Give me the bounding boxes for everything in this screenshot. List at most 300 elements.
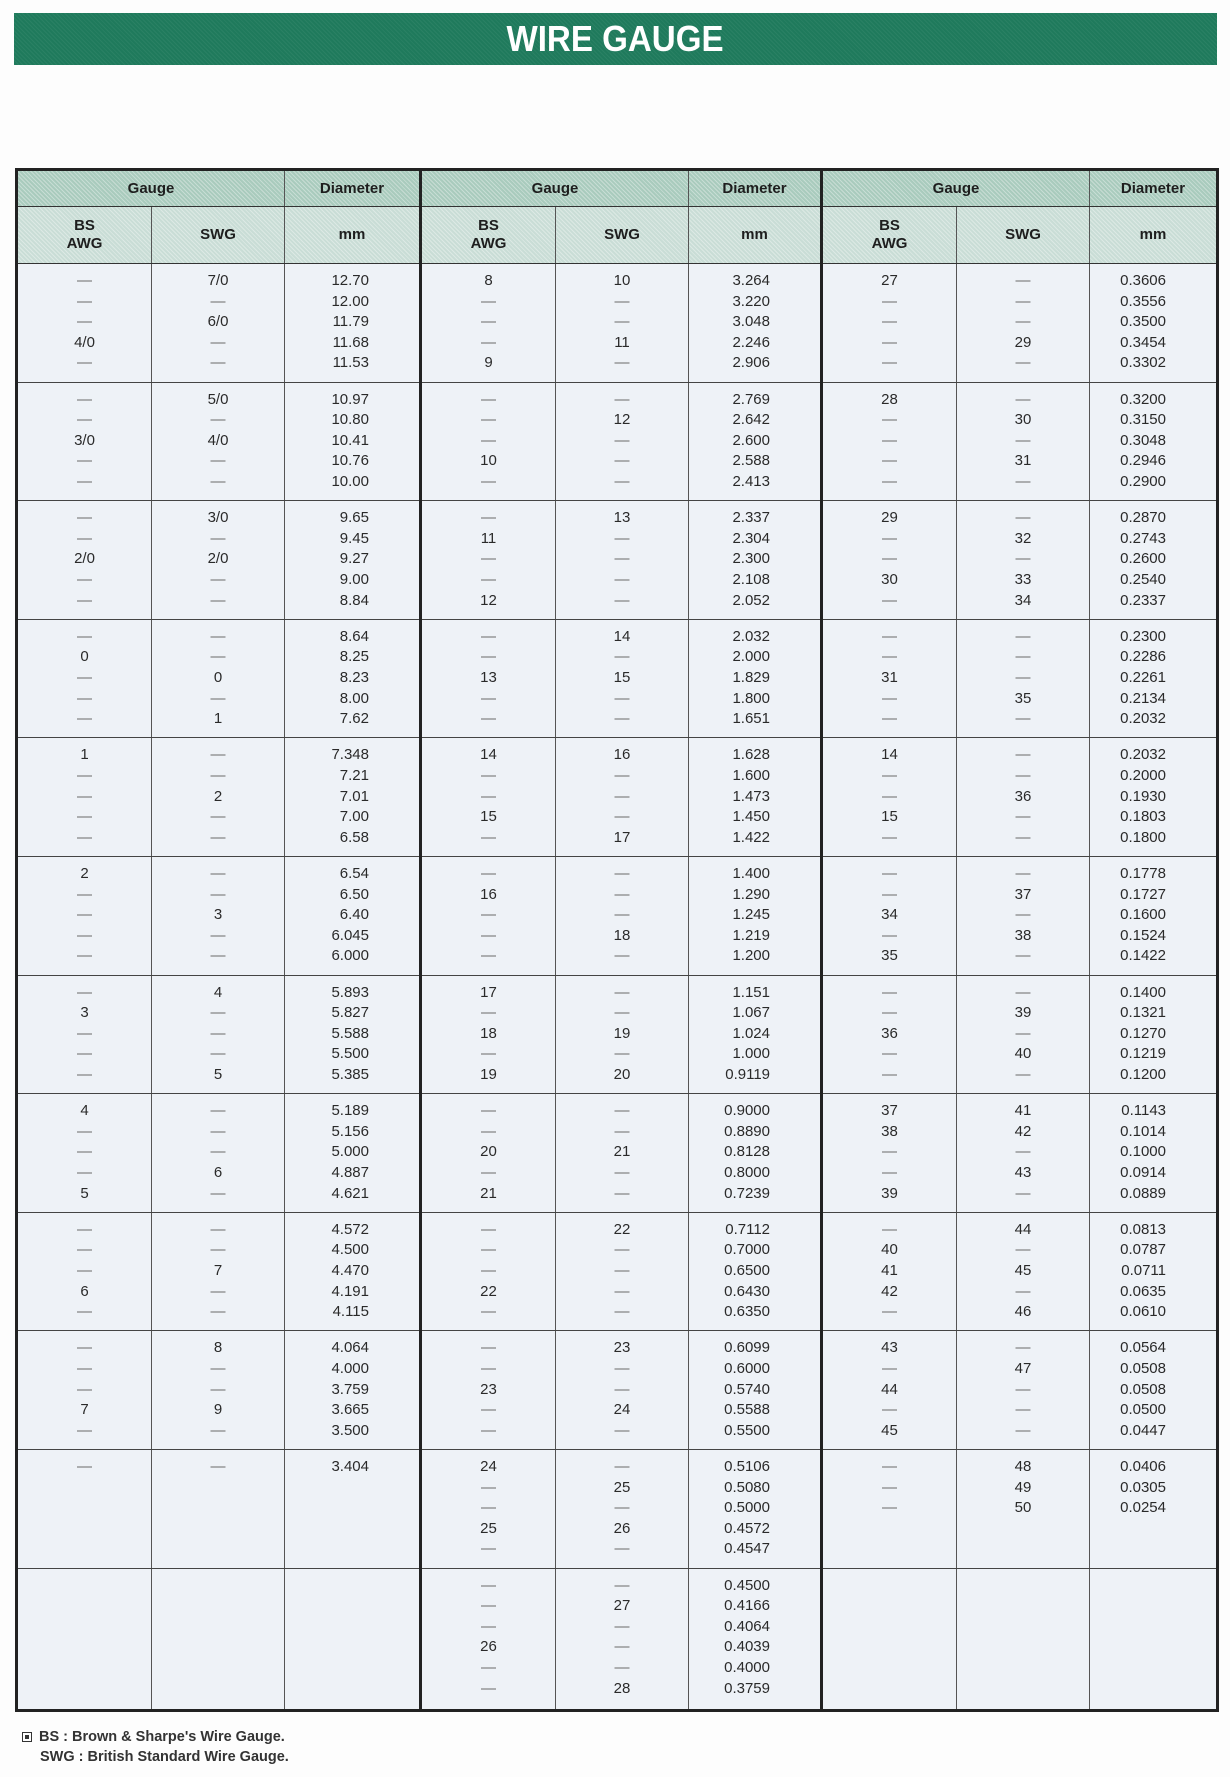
table-cell-value: — <box>882 787 897 805</box>
table-cell-value: — <box>77 390 92 408</box>
table-cell-value: — <box>481 1499 496 1517</box>
table-cell-value: 2.600 <box>732 431 770 449</box>
table-cell-value: — <box>210 828 226 846</box>
swg-cell <box>555 1094 688 1212</box>
table-cell-value: — <box>77 1457 92 1475</box>
table-cell-value: 0.3759 <box>724 1679 770 1697</box>
table-cell-value: — <box>77 509 92 527</box>
table-cell-value: 47 <box>1014 1359 1032 1377</box>
table-cell-value: 0.1524 <box>1120 926 1166 944</box>
table-cell-value: — <box>210 1457 226 1475</box>
swg-cell <box>151 620 284 738</box>
table-cell-value: — <box>614 591 630 609</box>
table-cell-value: — <box>77 529 92 547</box>
table-cell-value: 0.1014 <box>1120 1122 1166 1140</box>
table-cell-value: 3.264 <box>732 272 770 289</box>
table-cell-value: — <box>77 313 92 331</box>
table-row-group <box>18 857 419 976</box>
diameter-cell <box>688 1331 820 1449</box>
swg-cell <box>151 857 284 975</box>
table-cell-value: 37 <box>881 1102 898 1120</box>
swg-cell <box>151 264 284 382</box>
table-cell-value: — <box>1015 808 1031 826</box>
table-cell-value: 4.621 <box>331 1184 369 1202</box>
table-cell-value: — <box>614 1576 630 1594</box>
table-cell-value: 44 <box>1014 1220 1032 1238</box>
table-row-group <box>18 1094 419 1213</box>
table-cell-value: 26 <box>480 1638 497 1656</box>
table-cell-value: 2.588 <box>732 452 770 470</box>
table-cell-value: 24 <box>613 1401 631 1419</box>
table-cell-value: — <box>614 1638 630 1656</box>
table-cell-value: 0.1000 <box>1120 1143 1166 1161</box>
table-cell-value: — <box>481 648 496 666</box>
bs-awg-cell <box>18 620 151 738</box>
table-cell-value: 19 <box>613 1024 631 1042</box>
legend <box>22 1727 289 1767</box>
table-cell-value: 0.2600 <box>1120 550 1166 568</box>
swg-cell <box>151 976 284 1094</box>
table-cell-value: 18 <box>613 926 631 944</box>
table-cell-value: — <box>1015 1065 1031 1083</box>
table-cell-value: 0.2286 <box>1120 648 1166 666</box>
table-cell-value: — <box>1015 746 1031 764</box>
table-cell-value: 0.0787 <box>1120 1241 1166 1259</box>
table-cell-value: 0.4572 <box>724 1519 770 1537</box>
table-cell-value: — <box>210 472 226 490</box>
table-cell-value: 25 <box>613 1478 631 1496</box>
legend-swg <box>22 1747 289 1767</box>
table-cell-value: 2.000 <box>732 648 770 666</box>
table-cell-value: 33 <box>1014 570 1032 588</box>
bs-awg-cell <box>823 264 956 382</box>
table-cell-value: 39 <box>1014 1004 1032 1022</box>
table-row-group <box>18 1213 419 1332</box>
table-cell-value: 6.54 <box>339 864 369 882</box>
diameter-cell <box>688 1450 820 1568</box>
table-cell-value: 0.4000 <box>724 1658 770 1676</box>
row-groups <box>18 264 419 1709</box>
table-cell-value: 32 <box>1014 529 1032 547</box>
table-cell-value: — <box>614 292 630 310</box>
table-cell-value: — <box>481 926 496 944</box>
table-row-group <box>823 383 1216 502</box>
table-cell-value: — <box>614 864 630 882</box>
table-cell-value: 0.0254 <box>1120 1499 1166 1517</box>
table-cell-value: 30 <box>881 570 898 588</box>
table-cell-value: 0.5000 <box>724 1499 770 1517</box>
diameter-cell <box>1089 857 1216 975</box>
table-cell-value: 0.0564 <box>1120 1339 1166 1357</box>
table-cell-value: — <box>481 1122 496 1140</box>
diameter-cell <box>688 501 820 619</box>
table-cell-value: 50 <box>1014 1499 1032 1517</box>
table-cell-value: 42 <box>1014 1122 1032 1140</box>
table-cell-value: 7.01 <box>339 787 369 805</box>
table-cell-value: 13 <box>613 509 631 527</box>
table-cell-value: 8 <box>484 272 493 289</box>
table-cell-value: 0.6000 <box>724 1359 770 1377</box>
table-cell-value: 3.500 <box>331 1421 369 1439</box>
table-cell-value: 2 <box>80 864 89 882</box>
table-cell-value: — <box>1015 864 1031 882</box>
bs-awg-cell <box>823 976 956 1094</box>
swg-cell <box>151 383 284 501</box>
table-cell-value: — <box>614 1004 630 1022</box>
table-cell-value: — <box>210 648 226 666</box>
table-cell-value: — <box>614 1102 630 1120</box>
table-row-group <box>18 383 419 502</box>
table-cell-value: 5 <box>80 1184 89 1202</box>
table-cell-value: — <box>614 1658 630 1676</box>
table-cell-value: 16 <box>613 746 631 764</box>
table-cell-value: — <box>481 1421 496 1439</box>
table-row-group <box>823 857 1216 976</box>
diameter-cell <box>1089 1331 1216 1449</box>
table-cell-value: 1.219 <box>732 926 770 944</box>
table-cell-value: 0.6350 <box>724 1303 770 1321</box>
table-cell-value: 31 <box>1014 452 1032 470</box>
table-row-group <box>18 738 419 857</box>
table-cell-value: — <box>481 509 496 527</box>
table-cell-value: — <box>882 689 897 707</box>
swg-cell <box>555 1331 688 1449</box>
table-cell-value: 7/0 <box>207 272 229 289</box>
table-cell-value: — <box>882 411 897 429</box>
table-cell-value: 5.500 <box>331 1045 369 1063</box>
table-cell-value: — <box>614 1282 630 1300</box>
swg-cell <box>956 383 1089 501</box>
table-cell-value: 4.887 <box>331 1163 369 1181</box>
table-cell-value: — <box>210 411 226 429</box>
table-cell-value: 29 <box>881 509 898 527</box>
table-cell-value: — <box>481 333 496 351</box>
header-row-top <box>422 171 820 207</box>
table-row-group <box>422 1569 820 1709</box>
bs-awg-cell <box>823 1569 956 1709</box>
table-cell-value: 3.404 <box>331 1457 369 1475</box>
diameter-cell <box>1089 1569 1216 1709</box>
table-cell-value: 2.769 <box>732 390 770 408</box>
table-cell-value: 1.024 <box>732 1024 770 1042</box>
header-mm: mm <box>688 207 820 263</box>
diameter-cell <box>284 620 419 738</box>
table-row-group <box>422 1450 820 1569</box>
table-cell-value: — <box>614 1303 630 1321</box>
diameter-cell <box>1089 1213 1216 1331</box>
bs-awg-cell <box>422 1450 555 1568</box>
bs-awg-cell <box>18 501 151 619</box>
table-cell-value: 1.200 <box>732 947 770 965</box>
header-row-sub <box>422 207 820 264</box>
header-bs-label: BS <box>74 217 95 234</box>
table-cell-value: — <box>77 1421 92 1439</box>
page-title: WIRE GAUGE <box>506 18 725 59</box>
table-cell-value: 4.470 <box>331 1261 369 1279</box>
diameter-cell <box>688 857 820 975</box>
table-cell-value: 20 <box>613 1065 631 1083</box>
table-cell-value: — <box>614 766 630 784</box>
table-cell-value: — <box>210 354 226 372</box>
diameter-cell <box>688 976 820 1094</box>
table-cell-value: — <box>614 452 630 470</box>
bs-awg-cell <box>422 857 555 975</box>
table-cell-value: 0 <box>213 668 223 686</box>
title-bar <box>14 13 1217 65</box>
table-cell-value: — <box>481 411 496 429</box>
header-mm: mm <box>1089 207 1216 263</box>
table-cell-value: 0.2300 <box>1120 627 1166 645</box>
table-cell-value: — <box>77 668 92 686</box>
table-cell-value: — <box>210 1359 226 1377</box>
table-cell-value: 1.151 <box>732 983 770 1001</box>
table-cell-value: 0.3454 <box>1120 333 1166 351</box>
table-cell-value: — <box>614 390 630 408</box>
header-awg-label: AWG <box>66 235 103 252</box>
table-cell-value: — <box>614 787 630 805</box>
header-gauge: Gauge <box>932 179 980 197</box>
table-cell-value: 0.0889 <box>1120 1184 1166 1202</box>
table-cell-value: — <box>882 983 897 1001</box>
table-cell-value: — <box>77 1163 92 1181</box>
table-cell-value: 11.53 <box>332 354 369 372</box>
table-panel-1 <box>18 171 419 1709</box>
swg-cell <box>956 1213 1089 1331</box>
table-cell-value: 15 <box>480 808 497 826</box>
table-row-group <box>823 1331 1216 1450</box>
diameter-cell <box>1089 383 1216 501</box>
header-diameter: Diameter <box>1089 171 1216 206</box>
table-cell-value: — <box>77 808 92 826</box>
table-cell-value: — <box>77 906 92 924</box>
swg-cell <box>151 1094 284 1212</box>
bs-awg-cell <box>823 857 956 975</box>
table-cell-value: — <box>1015 431 1031 449</box>
table-cell-value: — <box>614 648 630 666</box>
table-row-group <box>18 264 419 383</box>
table-cell-value: — <box>614 1380 630 1398</box>
table-cell-value: — <box>481 947 496 965</box>
header-gauge: Gauge <box>127 179 175 197</box>
table-cell-value: — <box>210 1282 226 1300</box>
table-cell-value: 0.2134 <box>1120 689 1166 707</box>
table-cell-value: — <box>1015 1380 1031 1398</box>
table-cell-value: 16 <box>480 885 497 903</box>
table-cell-value: — <box>614 529 630 547</box>
table-cell-value: — <box>614 1421 630 1439</box>
table-cell-value: — <box>77 828 92 846</box>
table-cell-value: 44 <box>881 1380 898 1398</box>
table-cell-value: — <box>614 710 630 728</box>
table-cell-value: 0.1930 <box>1120 787 1166 805</box>
bs-awg-cell <box>18 738 151 856</box>
swg-cell <box>151 1569 284 1709</box>
table-cell-value: 42 <box>881 1282 898 1300</box>
legend-swg-text: SWG : British Standard Wire Gauge. <box>40 1749 289 1765</box>
table-cell-value: — <box>882 926 897 944</box>
table-cell-value: 0.0610 <box>1120 1303 1166 1321</box>
table-cell-value: — <box>1015 550 1031 568</box>
table-cell-value: — <box>614 1540 630 1558</box>
table-cell-value: — <box>77 411 92 429</box>
table-cell-value: — <box>210 292 226 310</box>
table-cell-value: 11 <box>614 333 630 351</box>
table-cell-value: 24 <box>480 1457 497 1475</box>
table-cell-value: 9.45 <box>339 529 369 547</box>
table-cell-value: 27 <box>613 1597 631 1615</box>
diameter-cell <box>284 501 419 619</box>
table-cell-value: 4/0 <box>74 333 95 351</box>
diameter-cell <box>284 738 419 856</box>
table-cell-value: 19 <box>480 1065 497 1083</box>
table-cell-value: 8.25 <box>339 648 369 666</box>
table-cell-value: 41 <box>1014 1102 1032 1120</box>
bs-awg-cell <box>823 620 956 738</box>
table-cell-value: 0.7239 <box>724 1184 770 1202</box>
table-row-group <box>823 501 1216 620</box>
table-cell-value: — <box>882 1359 897 1377</box>
table-cell-value: — <box>210 333 226 351</box>
bs-awg-cell <box>823 501 956 619</box>
table-cell-value: — <box>481 1303 496 1321</box>
table-cell-value: — <box>614 808 630 826</box>
table-cell-value: — <box>1015 272 1031 289</box>
table-cell-value: 1.651 <box>732 710 770 728</box>
table-cell-value: — <box>210 1024 226 1042</box>
table-cell-value: 43 <box>1014 1163 1032 1181</box>
table-cell-value: 14 <box>613 627 631 645</box>
table-cell-value: 8.64 <box>339 627 369 645</box>
table-cell-value: 5.893 <box>331 983 369 1001</box>
table-cell-value: 7 <box>80 1401 89 1419</box>
swg-cell <box>151 1213 284 1331</box>
table-cell-value: — <box>882 710 897 728</box>
table-cell-value: 0.1219 <box>1120 1045 1166 1063</box>
table-cell-value: — <box>614 1617 630 1635</box>
table-cell-value: 1.422 <box>732 828 770 846</box>
header-awg-label: AWG <box>871 235 908 252</box>
table-cell-value: 9 <box>213 1401 223 1419</box>
table-cell-value: 2.300 <box>732 550 770 568</box>
table-cell-value: — <box>882 333 897 351</box>
table-cell-value: — <box>210 570 226 588</box>
table-cell-value: 0.0635 <box>1120 1282 1166 1300</box>
swg-cell <box>956 1569 1089 1709</box>
table-cell-value: — <box>1015 1024 1031 1042</box>
table-cell-value: 7.00 <box>339 808 369 826</box>
table-cell-value: 28 <box>881 390 898 408</box>
table-cell-value: 15 <box>613 668 631 686</box>
table-cell-value: 3 <box>213 906 223 924</box>
diameter-cell <box>1089 1094 1216 1212</box>
table-cell-value: — <box>481 1102 496 1120</box>
table-cell-value: 26 <box>613 1519 631 1537</box>
table-cell-value: 0.8128 <box>724 1143 770 1161</box>
table-cell-value: — <box>481 1478 496 1496</box>
table-cell-value: 9.27 <box>339 550 369 568</box>
table-cell-value: 4 <box>80 1102 89 1120</box>
table-cell-value: 0.5740 <box>724 1380 770 1398</box>
table-cell-value: 0.6430 <box>724 1282 770 1300</box>
table-cell-value: — <box>882 864 897 882</box>
header-row-sub <box>823 207 1216 264</box>
table-cell-value: — <box>481 1401 496 1419</box>
table-row-group <box>422 383 820 502</box>
table-cell-value: 0.1321 <box>1120 1004 1166 1022</box>
table-cell-value: — <box>1015 292 1031 310</box>
table-cell-value: 43 <box>881 1339 898 1357</box>
table-cell-value: — <box>614 472 630 490</box>
header-gauge: Gauge <box>531 179 579 197</box>
table-cell-value: 12.70 <box>331 272 369 289</box>
bs-awg-cell <box>823 1331 956 1449</box>
table-row-group <box>18 1569 419 1709</box>
table-cell-value: — <box>481 1617 496 1635</box>
table-cell-value: 1.290 <box>732 885 770 903</box>
table-cell-value: — <box>210 529 226 547</box>
table-cell-value: — <box>614 906 630 924</box>
table-cell-value: 4.064 <box>331 1339 369 1357</box>
table-cell-value: — <box>77 787 92 805</box>
table-cell-value: 0.5500 <box>724 1421 770 1439</box>
bs-awg-cell <box>18 383 151 501</box>
table-cell-value: 46 <box>1014 1303 1032 1321</box>
table-cell-value: — <box>481 472 496 490</box>
table-cell-value: — <box>481 627 496 645</box>
table-cell-value: 0.0305 <box>1120 1478 1166 1496</box>
table-row-group <box>823 264 1216 383</box>
table-cell-value: 35 <box>1014 689 1032 707</box>
table-cell-value: — <box>882 1004 897 1022</box>
table-cell-value: 0.0508 <box>1120 1359 1166 1377</box>
table-cell-value: — <box>481 1004 496 1022</box>
table-cell-value: — <box>210 627 226 645</box>
table-cell-value: — <box>614 1457 630 1475</box>
table-cell-value: — <box>1015 1143 1031 1161</box>
table-cell-value: 0.7000 <box>724 1241 770 1259</box>
bs-awg-cell <box>823 1213 956 1331</box>
table-cell-value: 0 <box>80 648 89 666</box>
table-cell-value: 4.500 <box>331 1241 369 1259</box>
table-cell-value: — <box>614 1499 630 1517</box>
bs-awg-cell <box>18 976 151 1094</box>
table-cell-value: — <box>77 926 92 944</box>
table-cell-value: 0.2032 <box>1120 746 1166 764</box>
table-cell-value: 0.2946 <box>1120 452 1166 470</box>
bs-awg-cell <box>18 1331 151 1449</box>
table-cell-value: 0.1778 <box>1120 864 1166 882</box>
table-row-group <box>823 738 1216 857</box>
table-cell-value: 0.2032 <box>1120 710 1166 728</box>
table-row-group <box>422 1213 820 1332</box>
table-cell-value: 45 <box>881 1421 898 1439</box>
table-cell-value: — <box>1015 828 1031 846</box>
diameter-cell <box>1089 264 1216 382</box>
table-cell-value: 1.450 <box>732 808 770 826</box>
table-row-group <box>18 620 419 739</box>
table-cell-value: — <box>882 452 897 470</box>
table-cell-value: 18 <box>480 1024 497 1042</box>
table-cell-value: 1.829 <box>732 668 770 686</box>
table-cell-value: — <box>614 313 630 331</box>
table-cell-value: 14 <box>480 746 497 764</box>
table-cell-value: 2.108 <box>732 570 770 588</box>
bs-awg-cell <box>422 1569 555 1709</box>
swg-cell <box>956 620 1089 738</box>
table-cell-value: 8.23 <box>339 668 369 686</box>
table-cell-value: 1.628 <box>732 746 770 764</box>
table-cell-value: 0.0447 <box>1120 1421 1166 1439</box>
